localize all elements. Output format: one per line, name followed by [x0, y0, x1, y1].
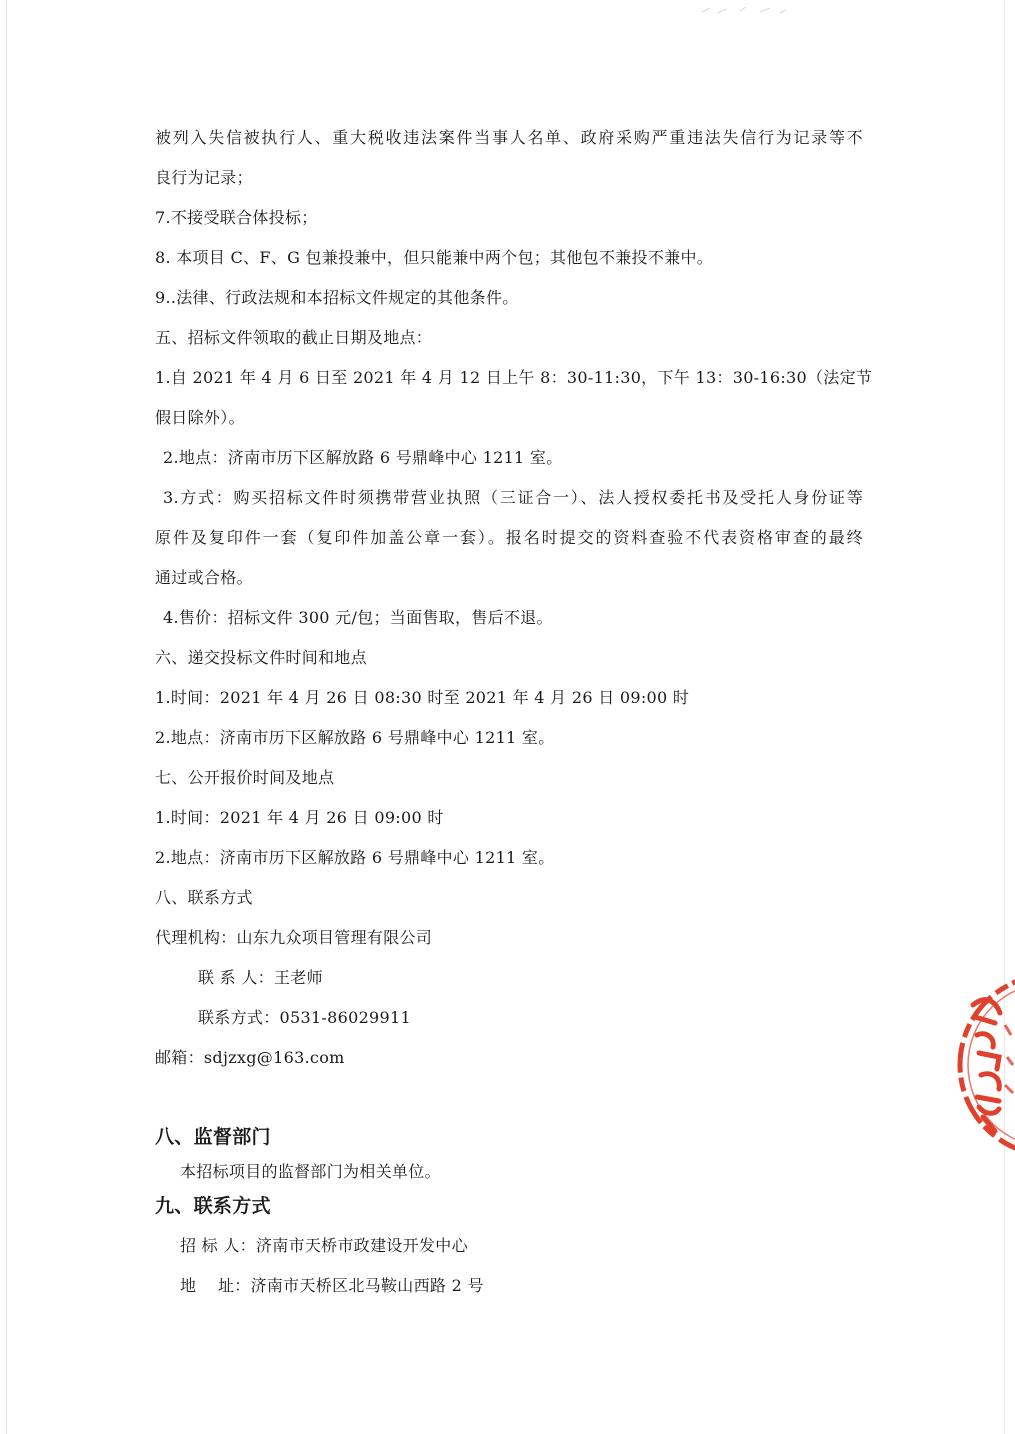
section-heading-bold: 九、联系方式 — [155, 1195, 271, 1217]
contact-person-line: 联 系 人：王老师 — [198, 968, 323, 987]
tenderer-line: 招 标 人：济南市天桥市政建设开发中心 — [180, 1236, 468, 1255]
text-line: 4.售价：招标文件 300 元/包；当面售取，售后不退。 — [163, 608, 553, 627]
text-line: 7.不接受联合体投标； — [155, 208, 318, 227]
text-line: 假日除外）。 — [155, 408, 245, 427]
text-line: 1.自 2021 年 4 月 6 日至 2021 年 4 月 12 日上午 8：30-11:30，下午 13：30-16:30（法定节 — [155, 368, 873, 387]
section-heading: 六、递交投标文件时间和地点 — [155, 648, 367, 667]
scan-smudge — [700, 4, 790, 16]
text-line: 2.地点：济南市历下区解放路 6 号鼎峰中心 1211 室。 — [155, 848, 555, 867]
text-line: 通过或合格。 — [155, 568, 253, 587]
email-line: 邮箱：sdjzxg@163.com — [155, 1048, 345, 1067]
contact-phone-line: 联系方式：0531-86029911 — [198, 1008, 411, 1027]
text-line: 被列入失信被执行人、重大税收违法案件当事人名单、政府采购严重违法失信行为记录等不 — [155, 128, 863, 147]
section-heading: 七、公开报价时间及地点 — [155, 768, 335, 787]
section-heading: 五、招标文件领取的截止日期及地点： — [155, 328, 433, 347]
text-line: 9..法律、行政法规和本招标文件规定的其他条件。 — [155, 288, 519, 307]
agency-line: 代理机构：山东九众项目管理有限公司 — [155, 928, 433, 947]
text-line: 2.地点：济南市历下区解放路 6 号鼎峰中心 1211 室。 — [155, 728, 555, 747]
red-seal-stamp — [955, 965, 1015, 1165]
text-line: 本招标项目的监督部门为相关单位。 — [180, 1162, 441, 1181]
text-line: 8. 本项目 C、F、G 包兼投兼中，但只能兼中两个包；其他包不兼投不兼中。 — [155, 248, 714, 267]
text-line: 3.方式：购买招标文件时须携带营业执照（三证合一）、法人授权委托书及受托人身份证等 — [163, 488, 863, 507]
text-line: 1.时间：2021 年 4 月 26 日 08:30 时至 2021 年 4 月 26 日 09:00 时 — [155, 688, 690, 707]
address-line: 地 址：济南市天桥区北马鞍山西路 2 号 — [180, 1276, 484, 1295]
scan-edge-left — [6, 0, 7, 1434]
text-line: 1.时间：2021 年 4 月 26 日 09:00 时 — [155, 808, 444, 827]
section-heading: 八、联系方式 — [155, 888, 253, 907]
text-line: 良行为记录； — [155, 168, 253, 187]
text-line: 2.地点：济南市历下区解放路 6 号鼎峰中心 1211 室。 — [163, 448, 563, 467]
scan-edge-right — [1004, 0, 1005, 1434]
section-heading-bold: 八、监督部门 — [155, 1126, 271, 1148]
text-line: 原件及复印件一套（复印件加盖公章一套）。报名时提交的资料查验不代表资格审查的最终 — [155, 528, 863, 547]
